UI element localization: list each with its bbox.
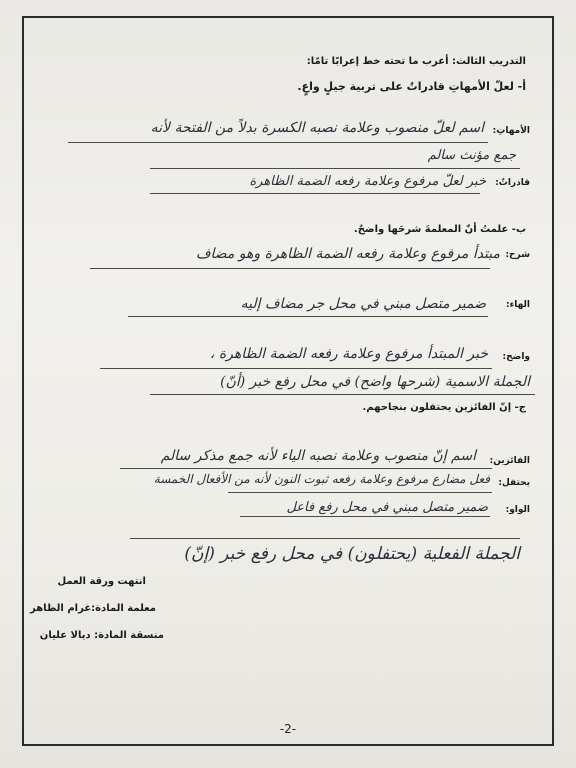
answer-wadih-line2: الجملة الاسمية (شرحها واضح) في محل رفع خبر (أنّ) (220, 374, 530, 390)
answer-label-haa: الهاء: (506, 300, 530, 310)
answer-yahtafil: فعل مضارع مرفوع وعلامة رفعه ثبوت النون لأنه من الأفعال الخمسة (153, 472, 490, 486)
answer-label-wadih: واضح: (502, 352, 530, 362)
page-number: -2- (279, 722, 297, 736)
answer-rule (100, 368, 492, 369)
answer-mothers-line2: جمع مؤنث سالم (427, 148, 516, 163)
answer-rule (240, 516, 490, 517)
coordinator-name: منسقة المادة: ديالا عليان (39, 630, 164, 641)
teacher-name: معلمة المادة:غرام الظاهر (30, 603, 156, 614)
answer-rule (150, 193, 480, 194)
answer-verbal-sentence: الجملة الفعلية (يحتفلون) في محل رفع خبر (إنّ) (184, 544, 520, 564)
answer-rule (120, 468, 492, 469)
answer-waw: ضمير متصل مبني في محل رفع فاعل (286, 500, 488, 515)
end-note: انتهت ورقة العمل (57, 576, 146, 587)
answer-rule (150, 168, 520, 169)
answer-rule (150, 394, 535, 395)
answer-capable: خبر لعلّ مرفوع وعلامة رفعه الضمة الظاهرة (249, 174, 486, 189)
answer-winners: اسم إنّ منصوب وعلامة نصبه الياء لأنه جمع مذكر سالم (160, 448, 476, 464)
answer-rule (130, 538, 520, 539)
part-c-sentence: ج- إنّ الفائزين يحتفلون بنجاحهم. (362, 402, 526, 413)
answer-label-sharh: شرح: (505, 250, 530, 260)
answer-haa: ضمير متصل مبني في محل جر مضاف إليه (240, 296, 486, 312)
exercise-title: التدريب الثالث: أعرب ما تحته خط إعرابًا تامًا: (306, 56, 526, 67)
answer-mothers-line1: اسم لعلّ منصوب وعلامة نصبه الكسرة بدلاً من الفتحة لأنه (150, 120, 484, 136)
answer-rule (128, 316, 488, 317)
answer-label-capable: قادراتٌ: (495, 178, 530, 188)
answer-label-mothers: الأمهاتِ: (492, 126, 530, 136)
answer-label-winners: الفائزين: (489, 456, 530, 466)
answer-wadih-line1: خبر المبتدأ مرفوع وعلامة رفعه الضمة الظاهرة ، (209, 346, 488, 362)
part-a-sentence: أ- لعلّ الأمهاتِ قادراتٌ على تربية جيلٍ واعٍ. (297, 80, 526, 93)
answer-rule (68, 142, 488, 143)
answer-sharh: مبتدأ مرفوع وعلامة رفعه الضمة الظاهرة وهو مضاف (195, 246, 500, 262)
answer-label-waw: الواو: (505, 505, 530, 515)
answer-rule (90, 268, 490, 269)
answer-rule (228, 492, 492, 493)
part-b-sentence: ب- علمتُ أنّ المعلمةَ شرحَها واضحٌ. (353, 224, 526, 235)
answer-label-yahtafil: يحتفل: (498, 478, 530, 488)
